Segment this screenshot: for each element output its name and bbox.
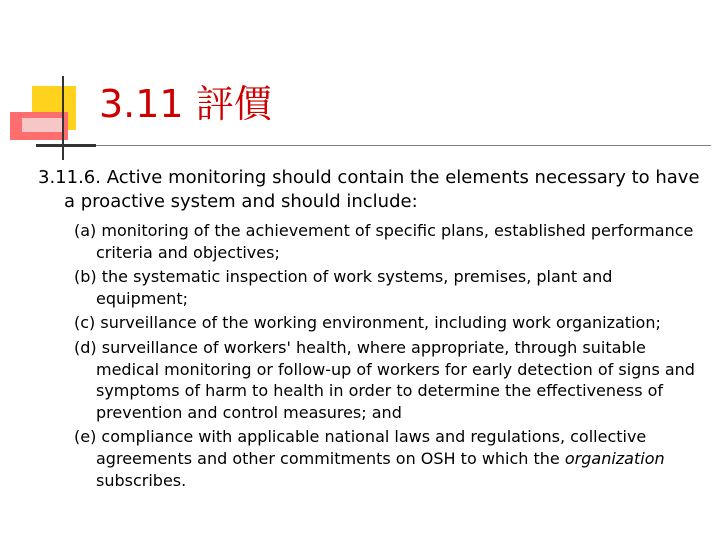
list-item-a: (a) monitoring of the achievement of specific plans, established performance criteria and objectives; bbox=[74, 221, 694, 262]
list-item-e-emphasis: organization bbox=[564, 448, 665, 468]
list-item-e-text: (e) compliance with applicable national laws and regulations, collective agreements and other commitments on OSH to which the bbox=[74, 427, 647, 468]
list-item-c: (c) surveillance of the working environment, including work organization; bbox=[74, 313, 661, 333]
item-list bbox=[74, 220, 708, 491]
list-item-e bbox=[74, 426, 708, 491]
list-item-b: (b) the systematic inspection of work systems, premises, plant and equipment; bbox=[74, 267, 613, 308]
title-underline bbox=[36, 145, 711, 146]
slide-body bbox=[38, 166, 708, 494]
decor-pink-strip bbox=[22, 118, 62, 132]
lead-paragraph: 3.11.6. Active monitoring should contain the elements necessary to have a proactive system and should include: bbox=[38, 167, 700, 212]
decor-dark-line bbox=[36, 144, 96, 147]
list-item-d: (d) surveillance of workers' health, where appropriate, through suitable medical monitoring or follow-up of workers for early detection of signs and symptoms of harm to health in order to determine the effectiveness of prevention and control measures; and bbox=[74, 337, 695, 422]
slide-title: 3.11 評價 bbox=[99, 82, 272, 126]
list-item-e-tail: subscribes. bbox=[96, 470, 187, 490]
decor-vertical-line bbox=[62, 76, 64, 160]
